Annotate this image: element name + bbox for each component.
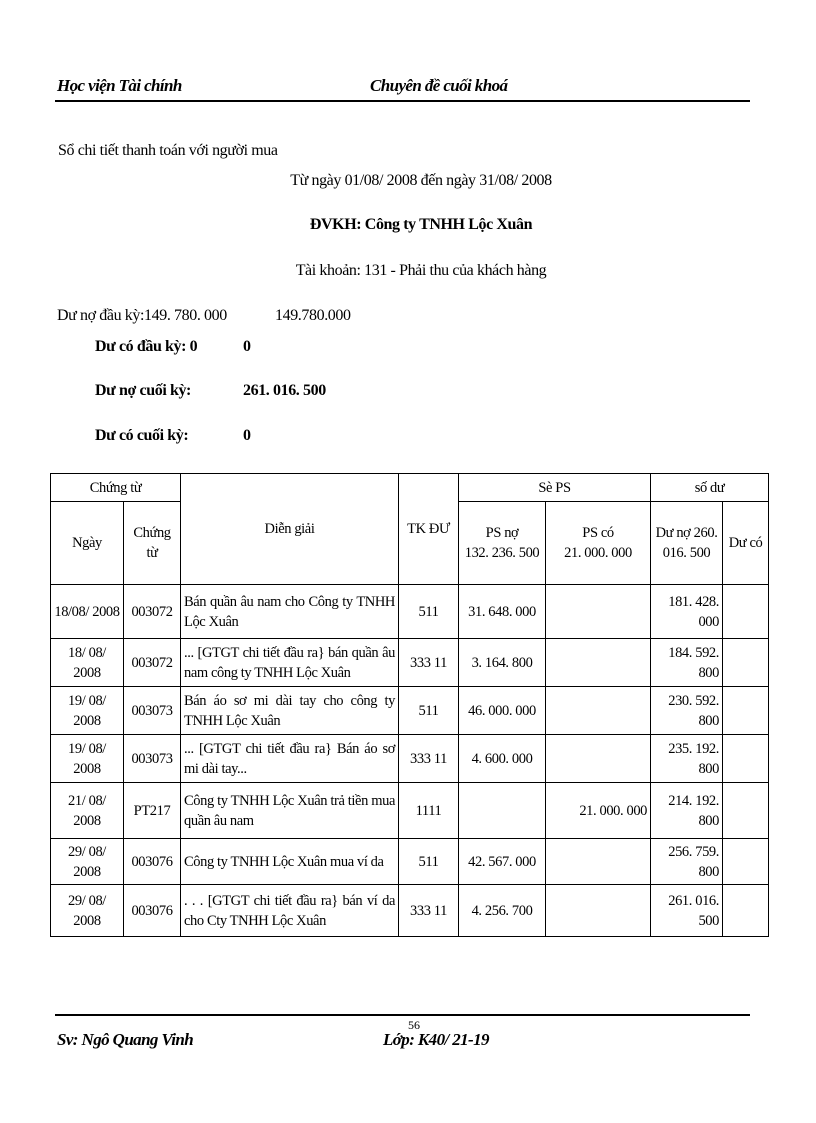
opening-debit-value: 149.780.000 (275, 307, 351, 324)
header-ngay: Ngày (51, 502, 124, 585)
cell-doc-number: PT217 (124, 783, 181, 839)
closing-credit-label: Dư có cuối kỳ: (95, 427, 189, 444)
doc-customer: ĐVKH: Công ty TNHH Lộc Xuân (309, 216, 533, 233)
cell-account: 333 11 (399, 885, 459, 937)
table-row (51, 585, 769, 639)
cell-du-no: 181. 428. 000 (651, 585, 723, 639)
cell-du-no: 214. 192. 800 (651, 783, 723, 839)
header-rule (55, 100, 750, 102)
cell-ps-co (546, 687, 651, 735)
cell-du-co (723, 885, 769, 937)
cell-du-no: 235. 192. 800 (651, 735, 723, 783)
cell-account: 333 11 (399, 735, 459, 783)
cell-description: Công ty TNHH Lộc Xuân trả tiền mua quần âu nam (181, 783, 399, 839)
footer-class-suffix: 40/ 21-19 (428, 1030, 489, 1049)
cell-description: Bán áo sơ mi dài tay cho công ty TNHH Lộc Xuân (181, 687, 399, 735)
cell-du-no: 261. 016. 500 (651, 885, 723, 937)
cell-doc-number: 003072 (124, 585, 181, 639)
cell-ps-co (546, 639, 651, 687)
cell-account: 511 (399, 839, 459, 885)
header-du-co: Dư có (723, 502, 769, 585)
header-ps-no-total: 132. 236. 500 (464, 545, 540, 561)
cell-ps-no (459, 783, 546, 839)
cell-ps-no: 4. 256. 700 (459, 885, 546, 937)
header-du-no: Dư nợ 260. 016. 500 (651, 502, 723, 585)
table-row (51, 687, 769, 735)
cell-ps-co (546, 585, 651, 639)
page-number: 56 (408, 1018, 420, 1032)
header-ps-no (459, 502, 546, 585)
cell-date: 29/ 08/ 2008 (51, 839, 124, 885)
cell-date: 18/ 08/ 2008 (51, 639, 124, 687)
header-ps-co (546, 502, 651, 585)
opening-debit-label: Dư nợ đầu kỳ:149. 780. 000 (57, 307, 227, 324)
doc-title: Sổ chi tiết thanh toán với người mua (58, 142, 278, 159)
cell-date: 18/08/ 2008 (51, 585, 124, 639)
cell-doc-number: 003073 (124, 735, 181, 783)
header-left: Học viện Tài chính (57, 76, 182, 95)
cell-du-no: 230. 592. 800 (651, 687, 723, 735)
cell-description: Công ty TNHH Lộc Xuân mua ví da (181, 839, 399, 885)
closing-debit-label: Dư nợ cuối kỳ: (95, 382, 191, 399)
cell-ps-co (546, 885, 651, 937)
header-so-du: số dư (651, 474, 769, 502)
cell-doc-number: 003073 (124, 687, 181, 735)
doc-account: Tài khoản: 131 - Phải thu của khách hàng (295, 262, 547, 279)
table-row (51, 783, 769, 839)
footer-rule (55, 1014, 750, 1016)
footer-left: Sv: Ngô Quang Vinh (57, 1030, 194, 1049)
header-dien-giai: Diễn giải (181, 474, 399, 585)
cell-description: ... [GTGT chi tiết đầu ra} bán quần âu nam công ty TNHH Lộc Xuân (181, 639, 399, 687)
cell-du-co (723, 839, 769, 885)
cell-account: 511 (399, 687, 459, 735)
header-so-ps: Sè PS (459, 474, 651, 502)
table-row (51, 639, 769, 687)
header-tk-du: TK ĐƯ (399, 474, 459, 585)
cell-ps-no: 42. 567. 000 (459, 839, 546, 885)
cell-du-no: 184. 592. 800 (651, 639, 723, 687)
footer-center (383, 1030, 489, 1050)
cell-date: 19/ 08/ 2008 (51, 735, 124, 783)
cell-description: . . . [GTGT chi tiết đầu ra} bán ví da cho Cty TNHH Lộc Xuân (181, 885, 399, 937)
cell-date: 29/ 08/ 2008 (51, 885, 124, 937)
opening-credit-value: 0 (243, 338, 251, 355)
ledger-table (50, 473, 769, 937)
cell-doc-number: 003076 (124, 839, 181, 885)
table-row (51, 735, 769, 783)
opening-credit-label: Dư có đầu kỳ: 0 (95, 338, 198, 355)
header-ps-no-label: PS nợ (485, 525, 519, 541)
cell-du-co (723, 783, 769, 839)
table-row (51, 839, 769, 885)
cell-ps-no: 4. 600. 000 (459, 735, 546, 783)
closing-credit-value: 0 (243, 427, 251, 444)
table-row (51, 885, 769, 937)
cell-account: 511 (399, 585, 459, 639)
cell-ps-co: 21. 000. 000 (546, 783, 651, 839)
cell-ps-no: 46. 000. 000 (459, 687, 546, 735)
cell-account: 333 11 (399, 639, 459, 687)
header-chungtu-group: Chứng từ (51, 474, 181, 502)
ledger-body (51, 585, 769, 937)
cell-du-no: 256. 759. 800 (651, 839, 723, 885)
cell-du-co (723, 687, 769, 735)
cell-doc-number: 003076 (124, 885, 181, 937)
closing-debit-value: 261. 016. 500 (243, 382, 326, 399)
cell-ps-co (546, 839, 651, 885)
header-ps-co-label: PS có (582, 525, 614, 541)
footer-class-prefix: Lớp: K (383, 1030, 429, 1049)
cell-du-co (723, 585, 769, 639)
cell-ps-no: 31. 648. 000 (459, 585, 546, 639)
cell-doc-number: 003072 (124, 639, 181, 687)
header-chungtu: Chứng từ (124, 502, 181, 585)
cell-account: 1111 (399, 783, 459, 839)
cell-date: 19/ 08/ 2008 (51, 687, 124, 735)
cell-ps-co (546, 735, 651, 783)
header-ps-co-total: 21. 000. 000 (564, 545, 632, 561)
cell-date: 21/ 08/ 2008 (51, 783, 124, 839)
header-center: Chuyên đề cuối khoá (370, 76, 508, 95)
cell-du-co (723, 639, 769, 687)
cell-description: ... [GTGT chi tiết đầu ra} Bán áo sơ mi dài tay... (181, 735, 399, 783)
cell-ps-no: 3. 164. 800 (459, 639, 546, 687)
doc-period: Từ ngày 01/08/ 2008 đến ngày 31/08/ 2008 (290, 172, 552, 189)
table-header-row (51, 474, 769, 502)
cell-description: Bán quần âu nam cho Công ty TNHH Lộc Xuân (181, 585, 399, 639)
cell-du-co (723, 735, 769, 783)
